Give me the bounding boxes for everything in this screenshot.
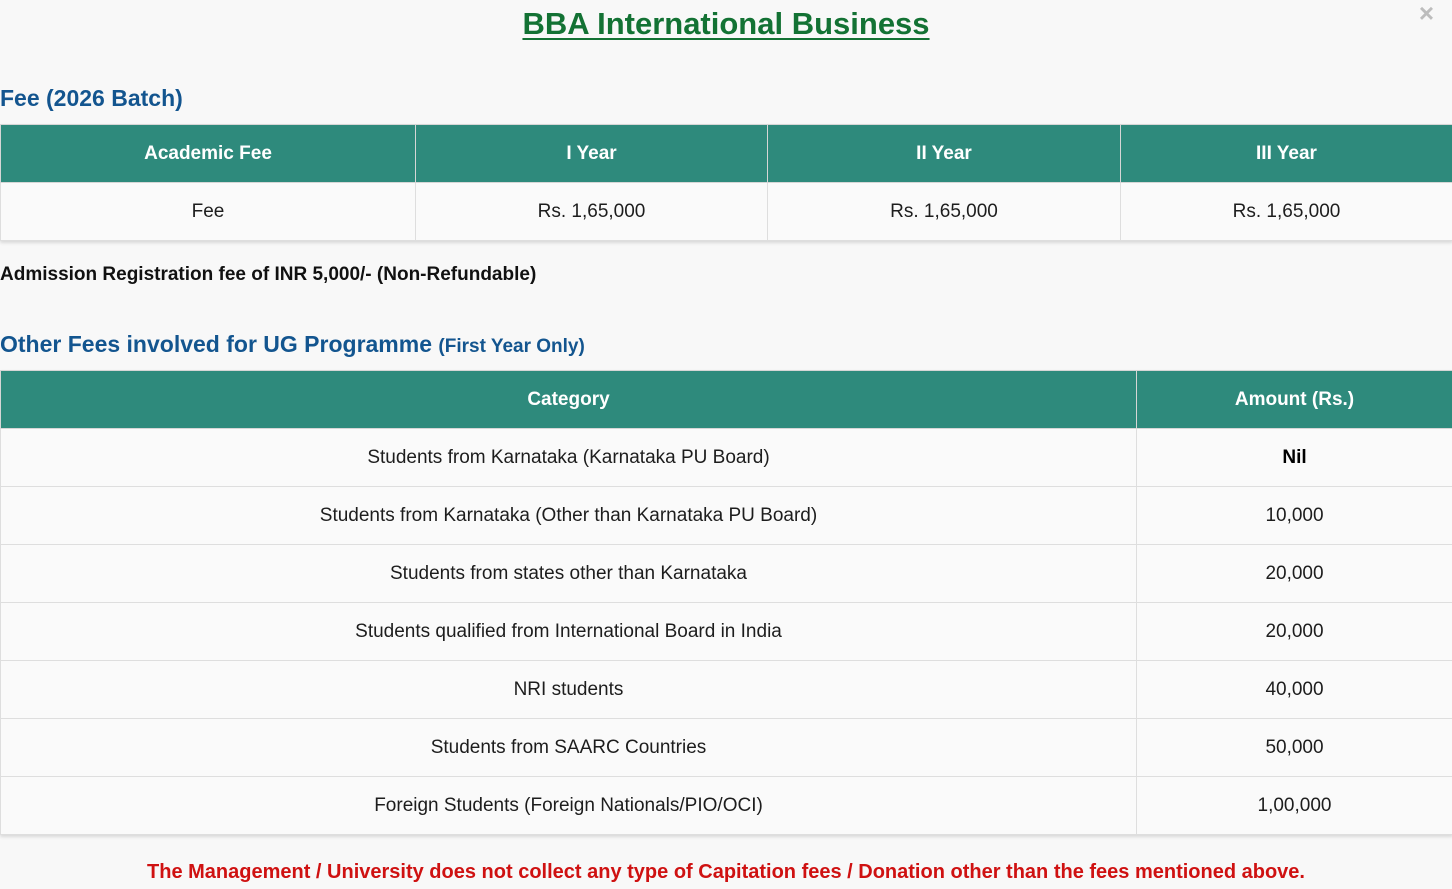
page-title <box>0 6 1452 42</box>
table-row <box>1 183 1452 241</box>
category-cell: Foreign Students (Foreign Nationals/PIO/OCI) <box>1 777 1137 835</box>
fee-year-3: Rs. 1,65,000 <box>1121 183 1452 241</box>
other-fees-heading-suffix: (First Year Only) <box>438 336 585 357</box>
table-row <box>1 719 1452 777</box>
amount-cell: 20,000 <box>1137 545 1452 603</box>
table-row <box>1 603 1452 661</box>
category-cell: NRI students <box>1 661 1137 719</box>
table-row <box>1 429 1452 487</box>
header-year-3: III Year <box>1121 125 1452 183</box>
header-category: Category <box>1 371 1137 429</box>
table-row <box>1 487 1452 545</box>
fee-section-heading: Fee (2026 Batch) <box>0 85 183 111</box>
table-header-row <box>1 371 1452 429</box>
table-row <box>1 777 1452 835</box>
registration-note: Admission Registration fee of INR 5,000/- (Non-Refundable) <box>0 264 537 285</box>
amount-cell: Nil <box>1137 429 1452 487</box>
other-fees-heading-text: Other Fees involved for UG Programme <box>0 331 433 357</box>
category-cell: Students from SAARC Countries <box>1 719 1137 777</box>
category-cell: Students from states other than Karnataka <box>1 545 1137 603</box>
academic-fee-table <box>0 124 1452 241</box>
table-header-row <box>1 125 1452 183</box>
other-fees-table <box>0 370 1452 835</box>
page-title-text: BBA International Business <box>522 6 930 41</box>
disclaimer-text: The Management / University does not collect any type of Capitation fees / Donation other than the fees mentioned above. <box>147 861 1305 883</box>
table-row <box>1 661 1452 719</box>
amount-cell: 40,000 <box>1137 661 1452 719</box>
category-cell: Students from Karnataka (Other than Karnataka PU Board) <box>1 487 1137 545</box>
table-row <box>1 545 1452 603</box>
amount-cell: 1,00,000 <box>1137 777 1452 835</box>
header-year-2: II Year <box>768 125 1121 183</box>
category-cell: Students from Karnataka (Karnataka PU Board) <box>1 429 1137 487</box>
category-cell: Students qualified from International Board in India <box>1 603 1137 661</box>
amount-cell: 10,000 <box>1137 487 1452 545</box>
header-academic-fee: Academic Fee <box>1 125 416 183</box>
fee-year-1: Rs. 1,65,000 <box>416 183 768 241</box>
other-fees-heading <box>0 331 585 358</box>
amount-cell: 50,000 <box>1137 719 1452 777</box>
header-year-1: I Year <box>416 125 768 183</box>
amount-cell: 20,000 <box>1137 603 1452 661</box>
header-amount: Amount (Rs.) <box>1137 371 1452 429</box>
fee-label: Fee <box>1 183 416 241</box>
close-icon[interactable]: × <box>1418 0 1434 28</box>
fee-year-2: Rs. 1,65,000 <box>768 183 1121 241</box>
